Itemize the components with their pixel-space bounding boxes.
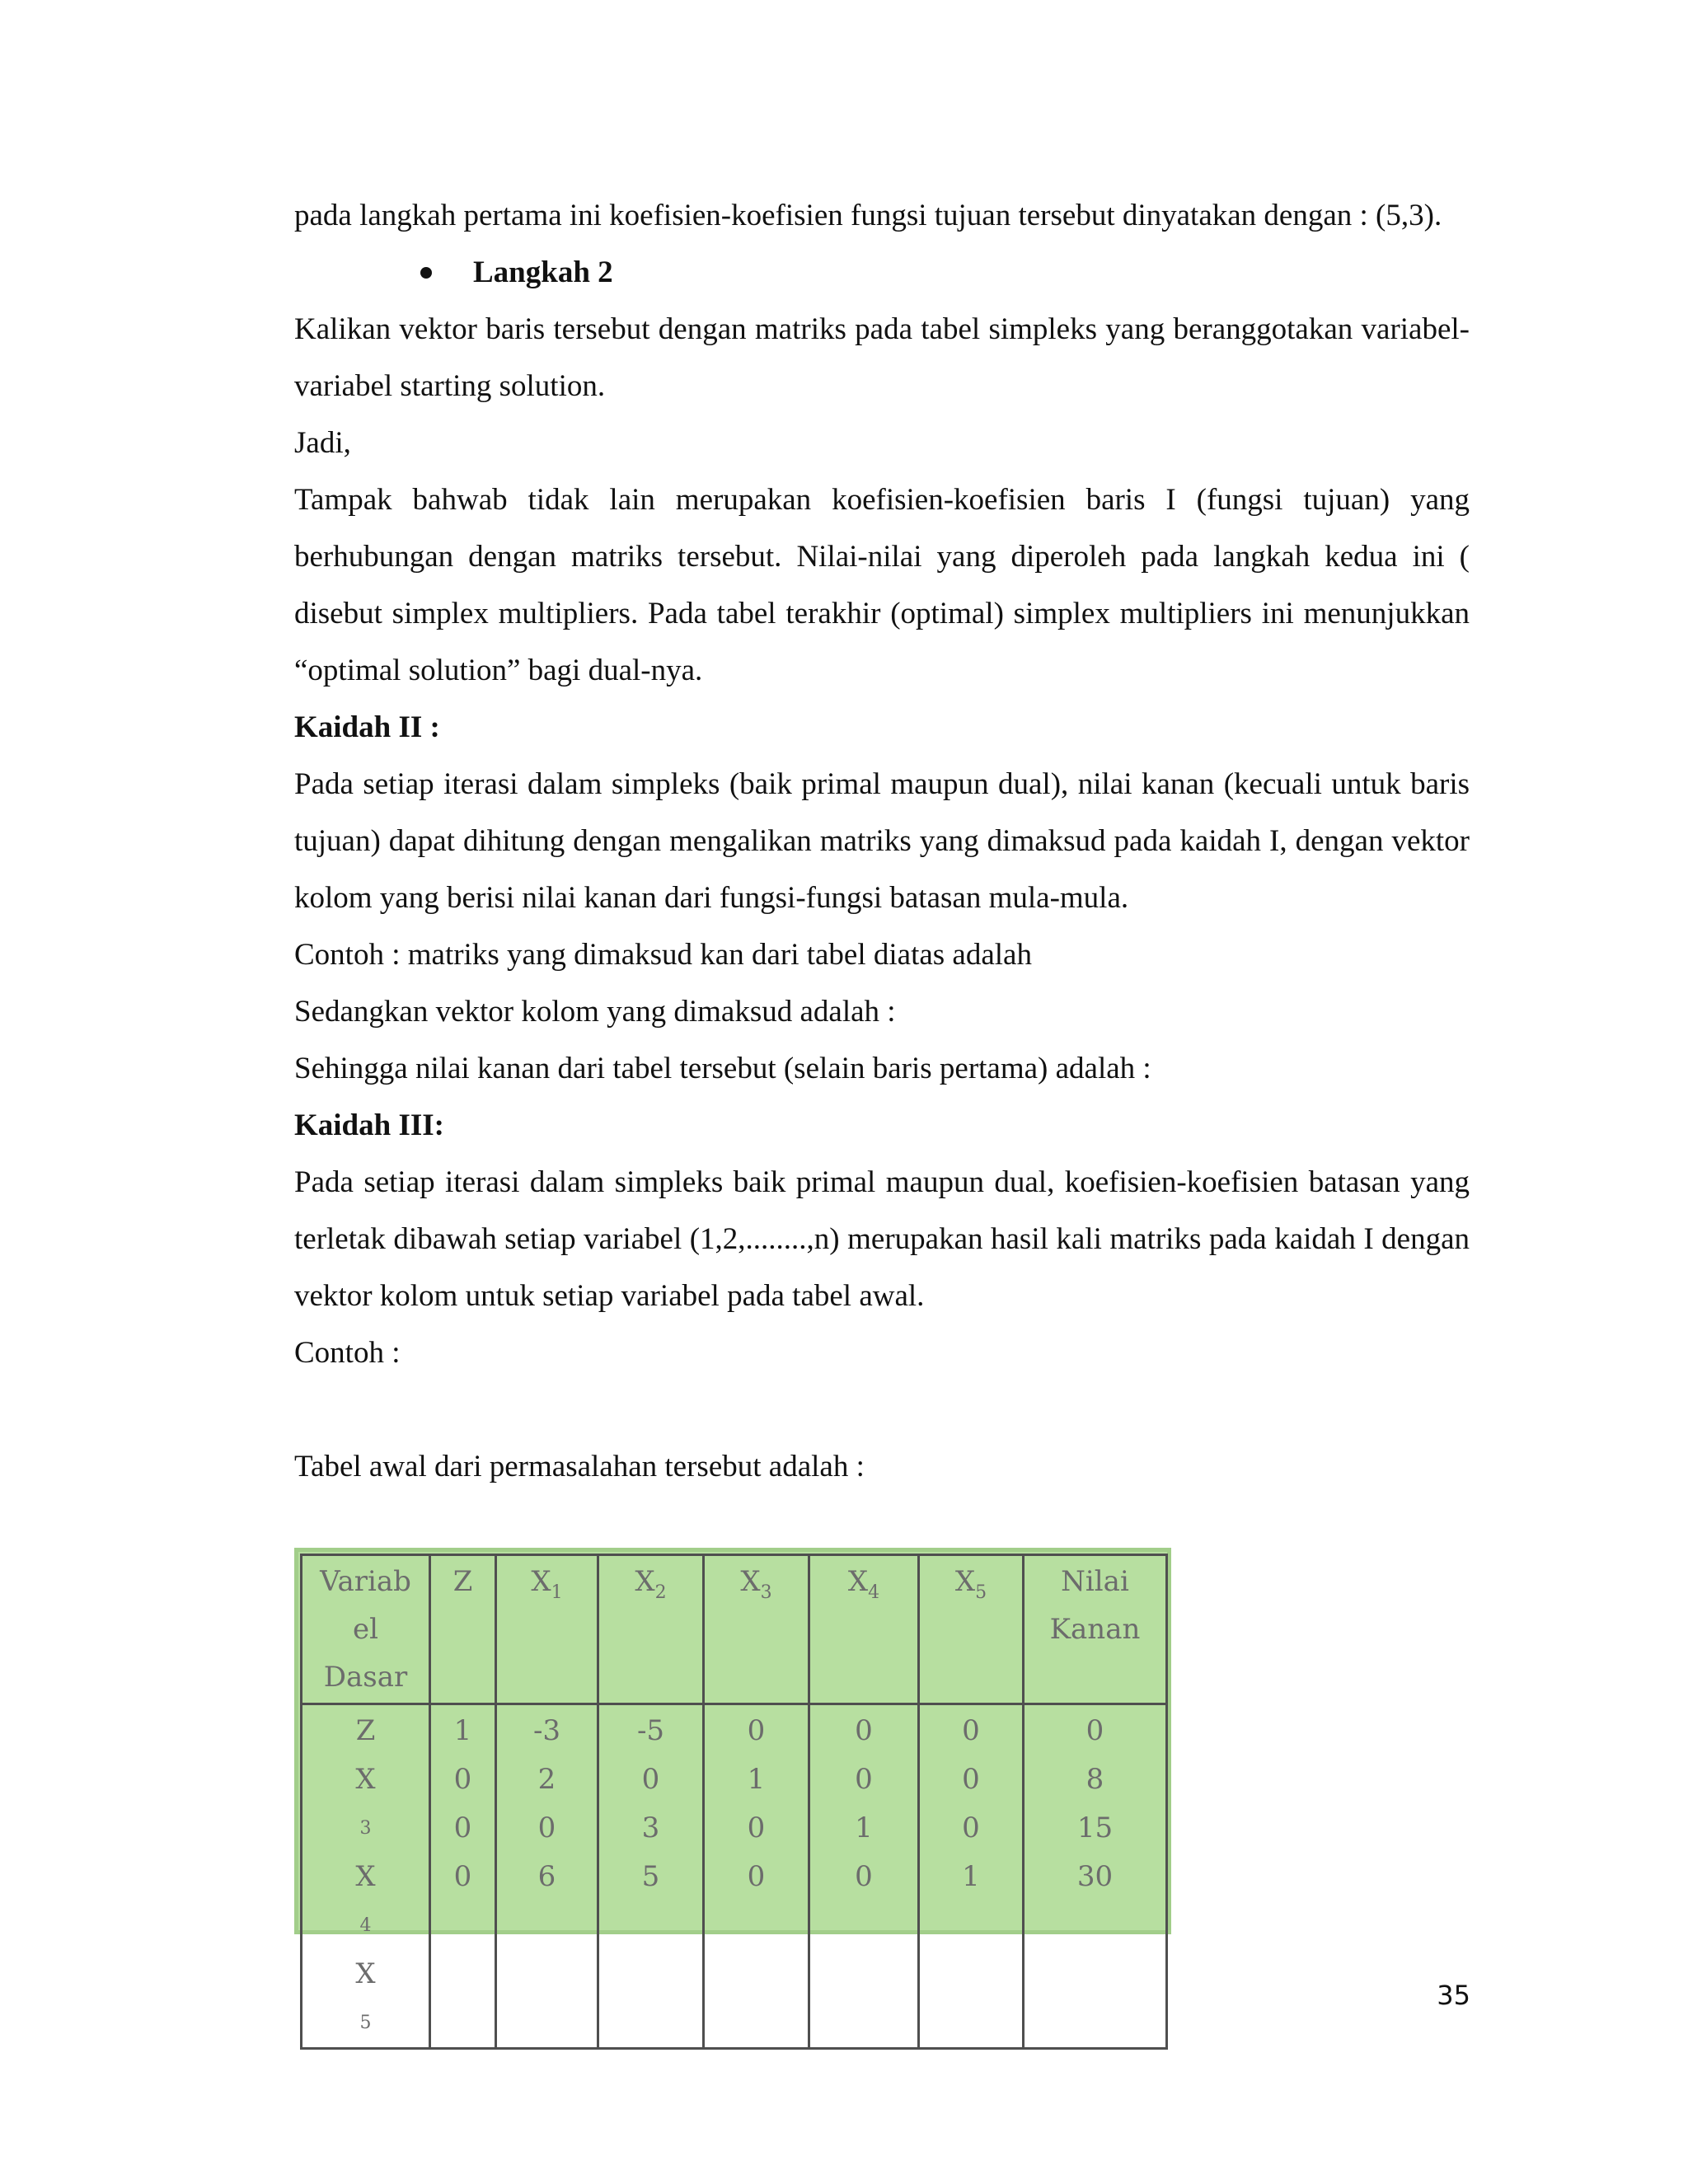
header-x1: $X_1$ <box>496 1555 598 1704</box>
paragraph-jadi: Jadi, <box>294 426 351 460</box>
basis-x3: X 3 <box>355 1763 376 1839</box>
header-x2: $X_2$ <box>598 1555 704 1704</box>
x3-column: 0 1 0 0 <box>704 1704 809 2049</box>
basis-x5: X 5 <box>355 1957 376 2033</box>
basis-x4: X 4 <box>355 1860 376 1936</box>
step-2-label: Langkah 2 <box>473 255 613 289</box>
blank-line <box>294 1381 1470 1438</box>
x2-column: -5 0 3 5 <box>598 1704 704 2049</box>
x1-column: -3 2 0 6 <box>496 1704 598 2049</box>
x4-column: 0 0 1 0 <box>809 1704 919 2049</box>
header-x4: $X_4$ <box>809 1555 919 1704</box>
header-x5: $X_5$ <box>919 1555 1024 1704</box>
table-header-row <box>302 1555 1167 1704</box>
paragraph-example-matrix: Contoh : matriks yang dimaksud kan dari tabel diatas adalah <box>294 938 1032 972</box>
header-x3: $X_3$ <box>704 1555 809 1704</box>
basis-column <box>302 1704 430 2049</box>
header-z: Z <box>430 1555 496 1704</box>
z-column: 1 0 0 0 <box>430 1704 496 2049</box>
body-text <box>294 187 1470 1495</box>
paragraph-column-vector: Sedangkan vektor kolom yang dimaksud adalah : <box>294 995 896 1029</box>
right-value-column: 0 8 15 30 <box>1024 1704 1167 2049</box>
paragraph-simplex-multipliers: Tampak bahwab tidak lain merupakan koefisien-koefisien baris I (fungsi tujuan) yang berhubungan dengan matriks tersebut. Nilai-nilai yang diperoleh pada langkah kedua ini ( disebut simplex multipliers. Pada tabel terakhir (optimal) simplex multipliers ini menunjukkan “optimal solution” bagi dual-nya. <box>294 483 1470 687</box>
paragraph-rule-3: Pada setiap iterasi dalam simpleks baik primal maupun dual, koefisien-koefisien batasan yang terletak dibawah setiap variabel (1,2,........,n) merupakan hasil kali matriks pada kaidah I dengan vektor kolom untuk setiap variabel pada tabel awal. <box>294 1165 1470 1313</box>
header-basis-variable: Variab el Dasar <box>302 1555 430 1704</box>
paragraph-right-values: Sehingga nilai kanan dari tabel tersebut (selain baris pertama) adalah : <box>294 1052 1151 1085</box>
paragraph-rule-2: Pada setiap iterasi dalam simpleks (baik primal maupun dual), nilai kanan (kecuali untuk baris tujuan) dapat dihitung dengan mengalikan matriks yang dimaksud pada kaidah I, dengan vektor kolom yang berisi nilai kanan dari fungsi-fungsi batasan mula-mula. <box>294 767 1470 915</box>
simplex-table-image <box>294 1548 1171 2033</box>
header-right-value: Nilai Kanan <box>1024 1555 1167 1704</box>
rule-3-heading: Kaidah III: <box>294 1108 444 1142</box>
paragraph-multiply-row-vector: Kalikan vektor baris tersebut dengan matriks pada tabel simpleks yang beranggotakan variabel-variabel starting solution. <box>294 312 1470 403</box>
x5-column: 0 0 0 1 <box>919 1704 1024 2049</box>
page-number: 35 <box>1437 1980 1470 2011</box>
basis-z: Z <box>355 1714 376 1747</box>
step-2-heading <box>294 244 1470 301</box>
bullet-icon <box>420 267 432 279</box>
paragraph-example-2: Contoh : <box>294 1336 401 1370</box>
initial-simplex-table <box>300 1554 1168 2050</box>
paragraph-coefficients: pada langkah pertama ini koefisien-koefisien fungsi tujuan tersebut dinyatakan dengan : (5,3). <box>294 199 1442 232</box>
rule-2-heading: Kaidah II : <box>294 710 440 744</box>
table-body-row <box>302 1704 1167 2049</box>
table-caption: Tabel awal dari permasalahan tersebut adalah : <box>294 1450 865 1483</box>
